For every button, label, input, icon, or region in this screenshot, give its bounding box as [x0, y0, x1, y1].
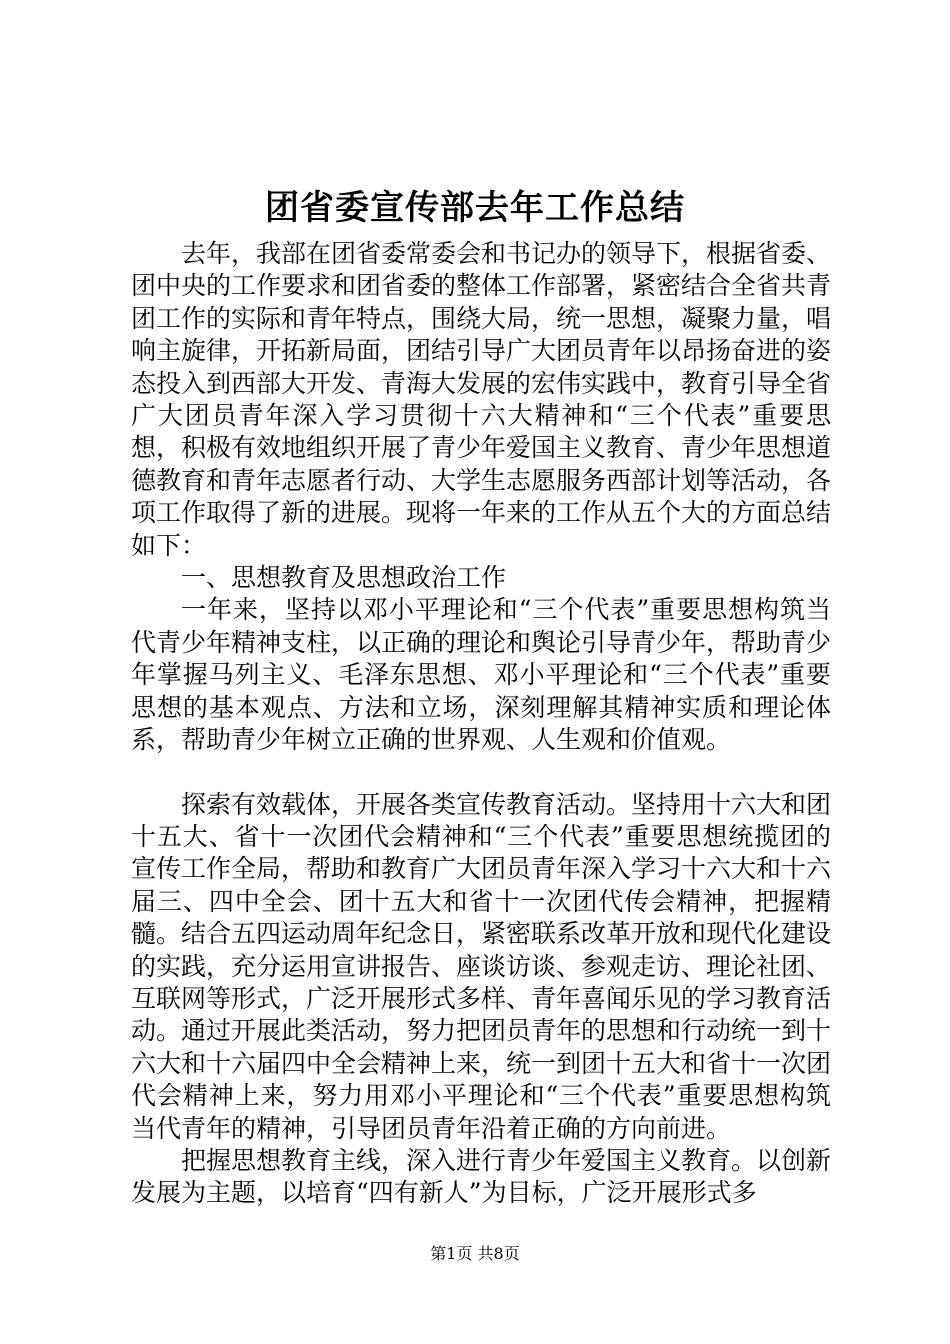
section-heading: 一、思想教育及思想政治工作 — [181, 563, 507, 593]
page-number: 第1页 共8页 — [430, 1244, 520, 1263]
document-body — [131, 238, 831, 1210]
paragraph-theory: 一年来，坚持以邓小平理论和“三个代表”重要思想构筑当代青少年精神支柱，以正确的理论和舆论引导青少年，帮助青少年掌握马列主义、毛泽东思想、邓小平理论和“三个代表”重要思想的基本观点、方法和立场，深刻理解其精神实质和理论体系，帮助青少年树立正确的世界观、人生观和价值观。 — [131, 595, 832, 755]
paragraph-gap — [131, 757, 831, 789]
paragraph-patriotism: 把握思想教育主线，深入进行青少年爱国主义教育。以创新发展为主题，以培育“四有新人”为目标，广泛开展形式多 — [131, 1145, 832, 1208]
document-title: 团省委宣传部去年工作总结 — [265, 188, 685, 228]
paragraph-activities: 探索有效载体，开展各类宣传教育活动。坚持用十六大和团十五大、省十一次团代会精神和“三个代表”重要思想统揽团的宣传工作全局，帮助和教育广大团员青年深入学习十六大和十六届三、四中全会、团十五大和省十一次团代传会精神，把握精髓。结合五四运动周年纪念日，紧密联系改革开放和现代化建设的实践，充分运用宣讲报告、座谈访谈、参观走访、理论社团、互联网等形式，广泛开展形式多样、青年喜闻乐见的学习教育活动。通过开展此类活动，努力把团员青年的思想和行动统一到十六大和十六届四中全会精神上来，统一到团十五大和省十一次团代会精神上来，努力用邓小平理论和“三个代表”重要思想构筑当代青年的精神，引导团员青年沿着正确的方向前进。 — [131, 789, 832, 1143]
paragraph-intro: 去年，我部在团省委常委会和书记办的领导下，根据省委、团中央的工作要求和团省委的整体工作部署，紧密结合全省共青团工作的实际和青年特点，围绕大局，统一思想，凝聚力量，唱响主旋律，开拓新局面，团结引导广大团员青年以昂扬奋进的姿态投入到西部大开发、青海大发展的宏伟实践中，教育引导全省广大团员青年深入学习贯彻十六大精神和“三个代表”重要思想，积极有效地组织开展了青少年爱国主义教育、青少年思想道德教育和青年志愿者行动、大学生志愿服务西部计划等活动，各项工作取得了新的进展。现将一年来的工作从五个大的方面总结如下： — [131, 239, 832, 560]
